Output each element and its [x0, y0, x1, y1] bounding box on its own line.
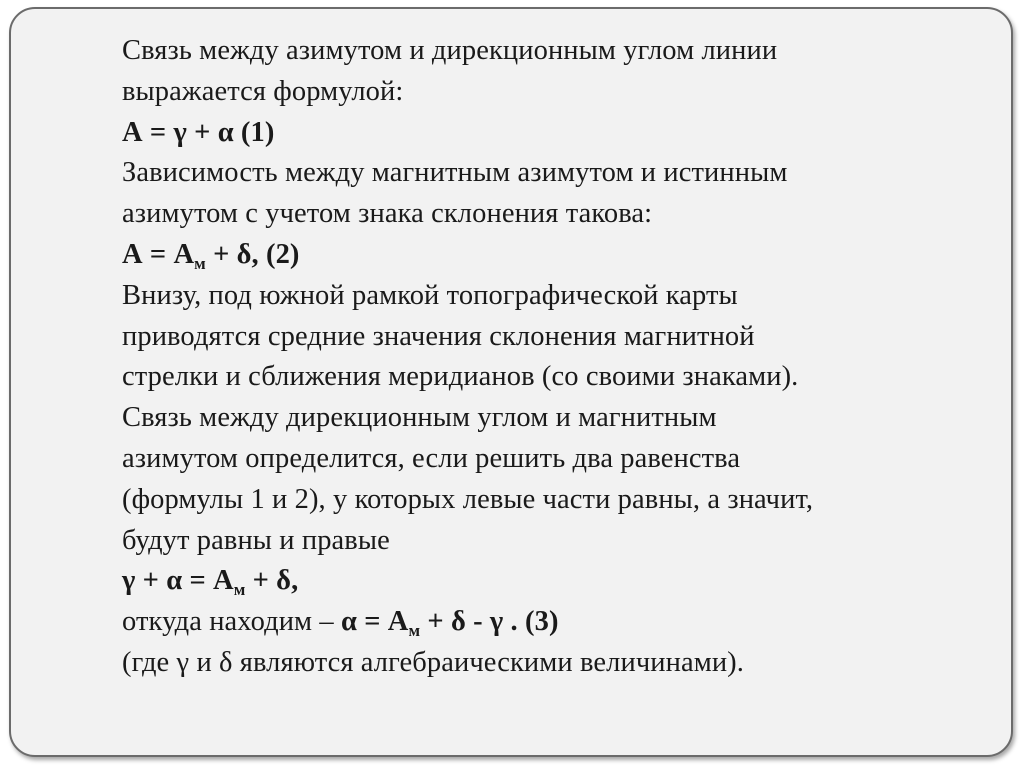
text-line: будут равны и правые [122, 524, 390, 556]
text-line: (где γ и δ являются алгебраическими величинами). [122, 646, 745, 678]
slide-text [122, 31, 982, 684]
text-line: Связь между дирекционным углом и магнитным [122, 402, 717, 434]
formula-part: α = А [341, 606, 409, 638]
formula-line [122, 602, 982, 643]
formula-part: + δ - γ . (3) [420, 606, 559, 638]
formula-part: + δ, (2) [205, 238, 300, 270]
text-line: выражается формулой: [122, 75, 404, 107]
formula-line: А = γ + α (1) [122, 116, 275, 148]
text-line: Внизу, под южной рамкой топографической карты [122, 279, 738, 311]
formula-part: А = А [122, 238, 195, 270]
formula-part: + δ, [245, 565, 299, 597]
text-line: Связь между азимутом и дирекционным углом линии [122, 35, 778, 66]
text-lead: откуда находим – [122, 606, 341, 638]
text-line: (формулы 1 и 2), у которых левые части равны, а значит, [122, 483, 814, 515]
text-line: Зависимость между магнитным азимутом и истинным [122, 157, 788, 189]
formula-part: γ + α = А [122, 565, 234, 597]
text-line: азимутом с учетом знака склонения такова: [122, 198, 653, 230]
text-line: азимутом определится, если решить два равенства [122, 442, 741, 474]
text-line: приводятся средние значения склонения магнитной [122, 320, 755, 352]
formula-subscript: м [194, 253, 206, 273]
formula-subscript: м [233, 580, 246, 600]
slide-frame [9, 7, 1013, 757]
formula-line [122, 561, 982, 602]
formula-subscript: м [408, 621, 421, 641]
formula-line [122, 235, 982, 276]
text-line: стрелки и сближения меридианов (со своими знаками). [122, 361, 799, 393]
